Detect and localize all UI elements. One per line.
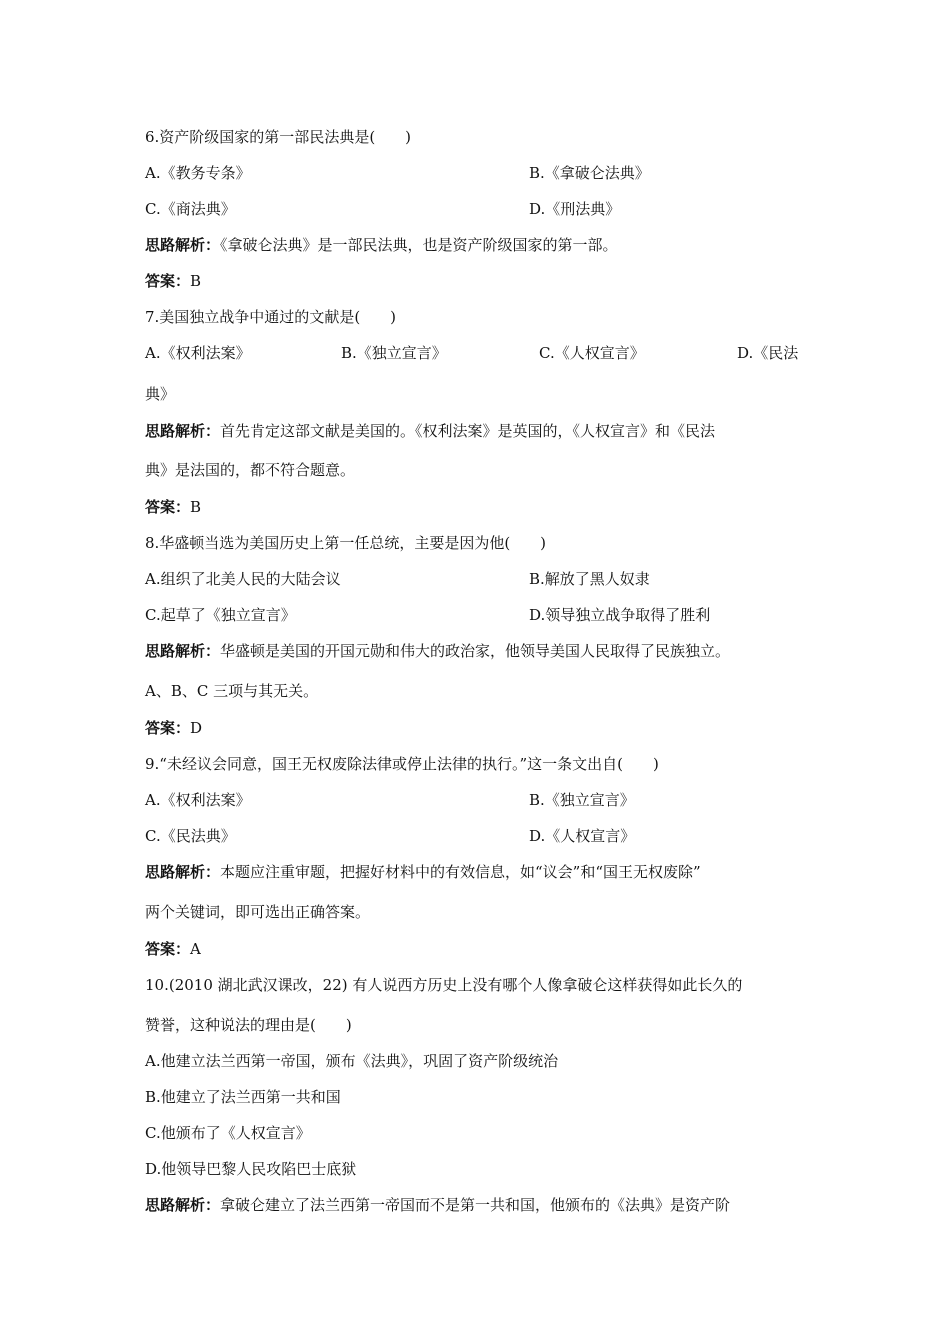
q8-option-d: D.领导独立战争取得了胜利 (529, 606, 711, 624)
q8-analysis (145, 641, 730, 661)
q9-analysis (145, 862, 701, 882)
q6-answer (145, 271, 201, 291)
q7-option-a: A.《权利法案》 (145, 344, 251, 362)
answer-value: A (190, 940, 201, 958)
answer-label: 答案： (145, 940, 191, 958)
answer-value: D (190, 719, 203, 737)
q7-option-d: D.《民法 (737, 344, 799, 362)
answer-value: B (190, 272, 202, 290)
q6-option-c: C.《商法典》 (145, 200, 236, 218)
analysis-label: 思路解析： (145, 1196, 221, 1214)
q10-option-d: D.他领导巴黎人民攻陷巴士底狱 (145, 1160, 357, 1178)
q9-option-b: B.《独立宣言》 (529, 791, 635, 809)
q7-analysis-cont: 典》是法国的，都不符合题意。 (145, 461, 356, 479)
q8-option-b: B.解放了黑人奴隶 (529, 570, 650, 588)
q7-option-d-cont: 典》 (145, 385, 176, 403)
analysis-text: 首先肯定这部文献是美国的。《权利法案》是英国的，《人权宣言》和《民法 (220, 422, 716, 440)
q10-stem: 10.(2010 湖北武汉课改，22) 有人说西方历史上没有哪个人像拿破仑这样获得如此长久的 (145, 976, 743, 994)
answer-value: B (190, 498, 202, 516)
q8-answer (145, 718, 202, 738)
q9-stem: 9.“未经议会同意，国王无权废除法律或停止法律的执行。”这一条文出自( ) (145, 755, 659, 773)
q6-option-d: D.《刑法典》 (529, 200, 621, 218)
q6-stem: 6.资产阶级国家的第一部民法典是( ) (145, 128, 412, 146)
q9-option-a: A.《权利法案》 (145, 791, 251, 809)
analysis-label: 思路解析： (145, 422, 221, 440)
analysis-text: 本题应注重审题，把握好材料中的有效信息，如“议会”和“国王无权废除” (220, 863, 701, 881)
analysis-text: 《拿破仑法典》是一部民法典，也是资产阶级国家的第一部。 (220, 236, 618, 254)
q9-analysis-cont: 两个关键词，即可选出正确答案。 (145, 903, 371, 921)
answer-label: 答案： (145, 719, 191, 737)
q10-option-b: B.他建立了法兰西第一共和国 (145, 1088, 341, 1106)
answer-label: 答案： (145, 272, 191, 290)
q6-analysis (145, 235, 618, 255)
analysis-label: 思路解析： (145, 642, 221, 660)
q7-option-b: B.《独立宣言》 (341, 344, 447, 362)
analysis-label: 思路解析： (145, 236, 221, 254)
q10-option-c: C.他颁布了《人权宣言》 (145, 1124, 311, 1142)
answer-label: 答案： (145, 498, 191, 516)
q7-option-c: C.《人权宣言》 (539, 344, 645, 362)
q8-stem: 8.华盛顿当选为美国历史上第一任总统，主要是因为他( ) (145, 534, 547, 552)
q7-analysis (145, 421, 715, 441)
q9-option-c: C.《民法典》 (145, 827, 236, 845)
q6-option-b: B.《拿破仑法典》 (529, 164, 650, 182)
analysis-text: 华盛顿是美国的开国元勋和伟大的政治家，他领导美国人民取得了民族独立。 (220, 642, 731, 660)
q10-option-a: A.他建立法兰西第一帝国，颁布《法典》，巩固了资产阶级统治 (145, 1052, 559, 1070)
q10-analysis (145, 1195, 730, 1215)
q8-analysis-cont: A、B、C 三项与其无关。 (145, 682, 319, 700)
q7-answer (145, 497, 201, 517)
analysis-text: 拿破仑建立了法兰西第一帝国而不是第一共和国，他颁布的《法典》是资产阶 (220, 1196, 731, 1214)
q10-stem-cont: 赞誉，这种说法的理由是( ) (145, 1016, 352, 1034)
analysis-label: 思路解析： (145, 863, 221, 881)
q9-option-d: D.《人权宣言》 (529, 827, 636, 845)
q8-option-a: A.组织了北美人民的大陆会议 (145, 570, 341, 588)
q6-option-a: A.《教务专条》 (145, 164, 251, 182)
q8-option-c: C.起草了《独立宣言》 (145, 606, 296, 624)
q9-answer (145, 939, 201, 959)
q7-stem: 7.美国独立战争中通过的文献是( ) (145, 308, 397, 326)
